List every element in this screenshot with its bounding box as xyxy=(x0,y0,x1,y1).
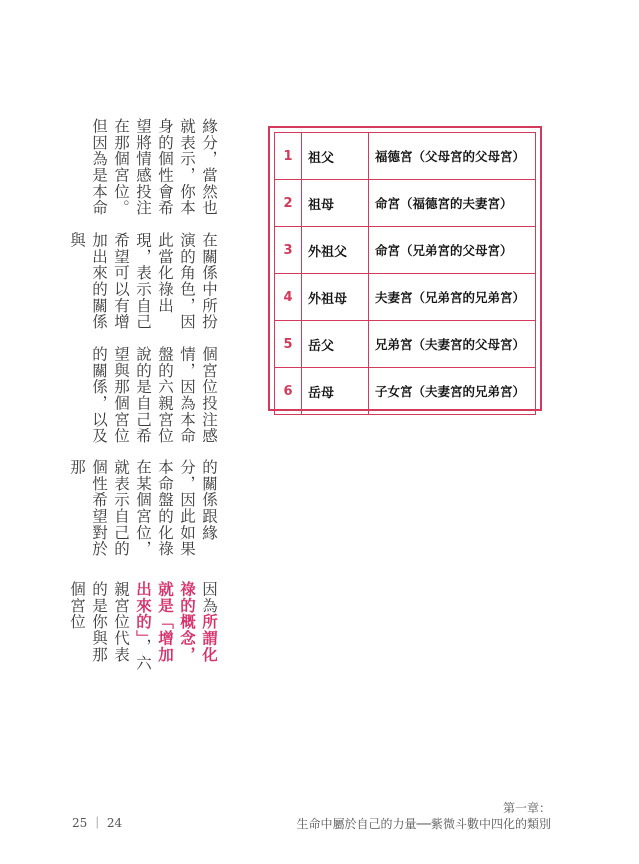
relation-cell: 岳母 xyxy=(302,368,369,415)
body-column-2: 的關係跟緣分，因此如果本命盤的化祿在某個宮位，就表示自己的個性希望對於那 xyxy=(68,459,218,558)
palace-cell: 命宮（兄弟宮的父母宮） xyxy=(369,227,536,274)
table-row xyxy=(275,180,536,227)
palace-cell: 兄弟宮（夫妻宮的父母宮） xyxy=(369,321,536,368)
page-numbers: 25 ｜ 24 xyxy=(72,816,123,830)
relation-cell: 外祖母 xyxy=(302,274,369,321)
row-number: 4 xyxy=(275,274,302,321)
body-text-segment: 因為 xyxy=(200,581,218,614)
body-text xyxy=(66,118,220,678)
row-number: 3 xyxy=(275,227,302,274)
relation-cell: 祖母 xyxy=(302,180,369,227)
table-row xyxy=(275,133,536,180)
relation-cell: 外祖父 xyxy=(302,227,369,274)
relation-table-frame xyxy=(268,126,542,411)
palace-cell: 命宮（福德宮的夫妻宮） xyxy=(369,180,536,227)
body-column-4: 在關係中所扮演的角色，因此當化祿出現，表示自己希望可以有增加出來的關係與 xyxy=(68,231,218,330)
table-row xyxy=(275,274,536,321)
row-number: 5 xyxy=(275,321,302,368)
highlight-text: 所謂化祿的概念，就是 xyxy=(156,581,218,663)
running-footer xyxy=(297,800,551,832)
body-column-3: 個宮位投注感情，因為本命盤的六親宮位說的是自己希望與那個宮位的關係，以及 xyxy=(90,345,218,444)
body-column-1 xyxy=(66,573,220,678)
book-title: 生命中屬於自己的力量──紫微斗數中四化的類別 xyxy=(296,817,551,831)
relation-cell: 岳父 xyxy=(302,321,369,368)
relation-cell: 祖父 xyxy=(302,133,369,180)
table-row xyxy=(275,368,536,415)
relation-table xyxy=(274,132,536,415)
palace-cell: 夫妻宮（兄弟宮的兄弟宮） xyxy=(369,274,536,321)
row-number: 1 xyxy=(275,133,302,180)
palace-cell: 子女宮（夫妻宮的兄弟宮） xyxy=(369,368,536,415)
table-row xyxy=(275,321,536,368)
row-number: 2 xyxy=(275,180,302,227)
body-text-segment: ，六親宮位代表的是你與那個宮位 xyxy=(68,581,152,672)
chapter-label: 第一章： xyxy=(502,801,551,815)
body-column-5: 緣分，當然也就表示，你本身的個性會希望將情感投注在那個宮位。但因為是本命 xyxy=(90,118,218,216)
table-row xyxy=(275,227,536,274)
row-number: 6 xyxy=(275,368,302,415)
highlight-text-quote: 「增加出來的」 xyxy=(134,581,174,663)
palace-cell: 福德宮（父母宮的父母宮） xyxy=(369,133,536,180)
